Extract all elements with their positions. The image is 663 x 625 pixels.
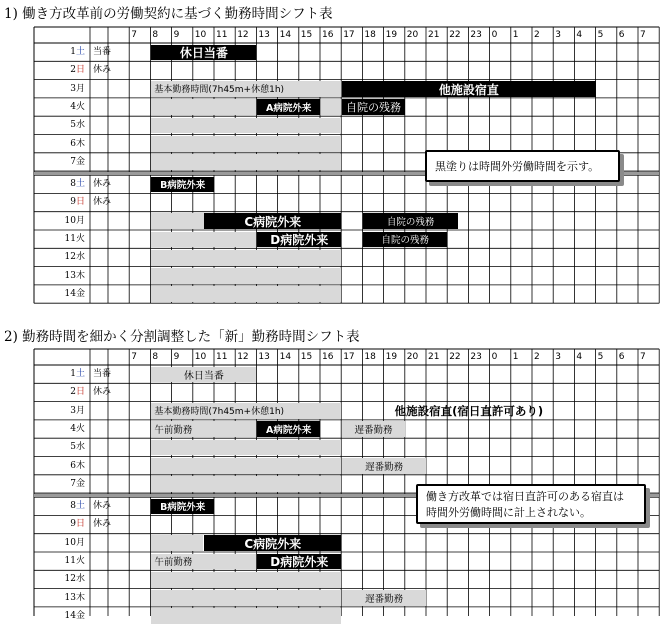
day-label: [34, 402, 90, 420]
day-number: 1: [70, 47, 76, 57]
hour-header: 23: [470, 352, 482, 362]
callout-line: 黒塗りは時間外労働時間を示す。: [435, 160, 600, 173]
shift-block: 基本勤務時間(7h45m+休憩1h): [151, 403, 341, 419]
day-number: 8: [70, 179, 76, 190]
shift-block: 遅番勤務: [342, 421, 405, 437]
shift-block: 自院の残務: [363, 232, 447, 248]
shift-block: C病院外来: [204, 535, 341, 551]
day-of-week: 土: [76, 501, 86, 512]
row-tag: 当番: [93, 369, 112, 379]
hour-header: 15: [300, 352, 313, 362]
hour-header: 9: [173, 352, 180, 362]
shift-block: [151, 440, 341, 456]
day-of-week: 土: [76, 179, 86, 190]
day-number: 11: [64, 234, 76, 244]
shift-block: [151, 590, 341, 606]
hour-header: 5: [597, 30, 604, 40]
day-of-week: 土: [76, 47, 86, 57]
day-number: 6: [70, 138, 76, 149]
shift-block: B病院外来: [151, 177, 214, 193]
shift-block: 他施設宿直(宿日直許可あり): [394, 404, 544, 418]
day-of-week: 火: [76, 423, 86, 434]
callout-line: 働き方改革では宿日直許可のある宿直は: [426, 490, 624, 503]
hour-header: 15: [300, 30, 313, 40]
day-number: 8: [70, 501, 76, 512]
hour-header: 22: [449, 30, 461, 40]
day-number: 14: [64, 610, 76, 621]
day-label: [34, 457, 90, 475]
day-label: [34, 475, 90, 493]
hour-header: 7: [131, 352, 137, 362]
shift-block: [151, 608, 341, 624]
day-of-week: 木: [76, 138, 86, 149]
hour-header: 10: [194, 352, 207, 362]
hour-header: 19: [385, 352, 398, 362]
shift-block: 遅番勤務: [342, 590, 426, 606]
day-of-week: 日: [76, 65, 86, 76]
day-number: 2: [70, 387, 76, 398]
day-label: [34, 438, 90, 456]
hour-header: 21: [428, 352, 440, 362]
day-of-week: 日: [76, 197, 86, 208]
annotation-callout: [416, 484, 646, 524]
day-of-week: 月: [76, 215, 86, 226]
hour-header: 4: [576, 30, 583, 40]
day-of-week: 日: [76, 387, 86, 398]
hour-header: 18: [364, 30, 376, 40]
day-of-week: 火: [76, 234, 86, 244]
shift-block: 遅番勤務: [342, 458, 426, 474]
hour-header: 2: [534, 30, 540, 40]
shift-block: D病院外来: [257, 232, 341, 248]
hour-header: 17: [343, 30, 355, 40]
shift-block: [151, 535, 203, 551]
hour-header: 2: [534, 352, 540, 362]
hour-header: 13: [258, 352, 270, 362]
shift-block: 他施設宿直: [342, 81, 595, 97]
day-of-week: 金: [76, 478, 86, 489]
day-number: 13: [64, 270, 76, 281]
hour-header: 12: [237, 30, 249, 40]
hour-header: 0: [491, 352, 498, 362]
row-tag: 休み: [93, 501, 112, 512]
shift-block: 基本勤務時間(7h45m+休憩1h): [151, 81, 341, 97]
shift-block: 自院の残務: [363, 213, 457, 229]
shift-block: D病院外来: [257, 554, 341, 570]
day-of-week: 金: [76, 156, 86, 167]
hour-header: 19: [385, 30, 398, 40]
day-number: 14: [64, 288, 76, 299]
day-of-week: 水: [76, 574, 86, 585]
hour-header: 3: [555, 30, 561, 40]
day-number: 1: [70, 369, 76, 379]
hour-header: 12: [237, 352, 249, 362]
shift-block: A病院外来: [257, 421, 320, 437]
callout-line: 時間外労働時間に計上されない。: [426, 506, 591, 519]
day-number: 10: [64, 215, 76, 226]
day-label: [34, 515, 90, 533]
shift-block: B病院外来: [151, 499, 214, 515]
day-number: 3: [70, 83, 76, 94]
hour-header: 9: [173, 30, 180, 40]
shift-block: 休日当番: [151, 45, 256, 61]
day-label: [34, 420, 90, 438]
hour-header: 21: [428, 30, 440, 40]
hour-header: 6: [618, 352, 625, 362]
day-of-week: 月: [76, 405, 86, 416]
hour-header: 18: [364, 352, 376, 362]
day-number: 12: [64, 252, 76, 263]
hour-header: 7: [640, 352, 646, 362]
day-of-week: 金: [76, 288, 86, 299]
row-tag: 休み: [93, 197, 112, 208]
hour-header: 4: [576, 352, 583, 362]
hour-header: 7: [640, 30, 646, 40]
hour-header: 1: [512, 352, 519, 362]
hour-header: 1: [512, 30, 519, 40]
hour-header: 11: [216, 352, 228, 362]
hour-header: 7: [131, 30, 137, 40]
day-of-week: 月: [76, 83, 86, 94]
day-label: [34, 534, 90, 552]
day-of-week: 木: [76, 270, 86, 281]
shift-block: 午前勤務: [151, 554, 256, 570]
day-of-week: 火: [76, 556, 86, 566]
day-of-week: 日: [76, 519, 86, 530]
hour-header: 8: [152, 352, 159, 362]
day-of-week: 月: [76, 537, 86, 548]
day-label: [34, 365, 90, 383]
day-number: 3: [70, 405, 76, 416]
hour-header: 14: [279, 30, 292, 40]
hour-header: 23: [470, 30, 482, 40]
shift-block: A病院外来: [257, 99, 320, 115]
hour-header: 14: [279, 352, 292, 362]
day-of-week: 水: [76, 252, 86, 263]
shift-block: 自院の残務: [342, 99, 405, 115]
hour-header: 5: [597, 352, 604, 362]
day-label: [34, 497, 90, 515]
day-number: 2: [70, 65, 76, 76]
day-label: [34, 589, 90, 607]
section-1-title: 1) 働き方改革前の労働契約に基づく勤務時間シフト表: [4, 6, 333, 22]
hour-header: 13: [258, 30, 270, 40]
day-label: [34, 383, 90, 401]
day-number: 5: [70, 442, 76, 453]
day-of-week: 木: [76, 460, 86, 471]
hour-header: 17: [343, 352, 355, 362]
day-of-week: 金: [76, 610, 86, 621]
hour-header: 3: [555, 352, 561, 362]
day-number: 4: [70, 101, 76, 112]
day-number: 11: [64, 556, 76, 566]
row-tag: 休み: [93, 387, 112, 398]
section-2-title: 2) 勤務時間を細かく分割調整した「新」勤務時間シフト表: [4, 329, 360, 345]
day-label: [34, 552, 90, 570]
day-number: 7: [70, 478, 76, 489]
day-number: 6: [70, 460, 76, 471]
day-of-week: 水: [76, 120, 86, 131]
day-of-week: 木: [76, 592, 86, 603]
day-number: 4: [70, 423, 76, 434]
day-number: 9: [70, 197, 76, 208]
shift-block: C病院外来: [204, 213, 341, 229]
hour-header: 8: [152, 30, 159, 40]
day-of-week: 土: [76, 369, 86, 379]
shift-block: 午前勤務: [151, 421, 256, 437]
hour-header: 10: [194, 30, 207, 40]
day-number: 7: [70, 156, 76, 167]
hour-header: 16: [322, 352, 334, 362]
day-number: 5: [70, 120, 76, 131]
day-number: 13: [64, 592, 76, 603]
day-number: 9: [70, 519, 76, 530]
day-label: [34, 570, 90, 588]
shift-block: [151, 572, 341, 588]
hour-header: 20: [406, 352, 419, 362]
hour-header: 0: [491, 30, 498, 40]
hour-header: 22: [449, 352, 461, 362]
row-tag: 当番: [93, 47, 112, 57]
shift-block: [151, 476, 341, 492]
day-of-week: 火: [76, 101, 86, 112]
row-tag: 休み: [93, 519, 112, 530]
day-number: 12: [64, 574, 76, 585]
hour-header: 11: [216, 30, 228, 40]
day-of-week: 水: [76, 442, 86, 453]
hour-header: 6: [618, 30, 625, 40]
shift-block: [151, 458, 341, 474]
shift-block: 休日当番: [151, 367, 256, 383]
day-number: 10: [64, 537, 76, 548]
hour-header: 20: [406, 30, 419, 40]
row-tag: 休み: [93, 65, 112, 76]
row-tag: 休み: [93, 179, 112, 190]
hour-header: 16: [322, 30, 334, 40]
